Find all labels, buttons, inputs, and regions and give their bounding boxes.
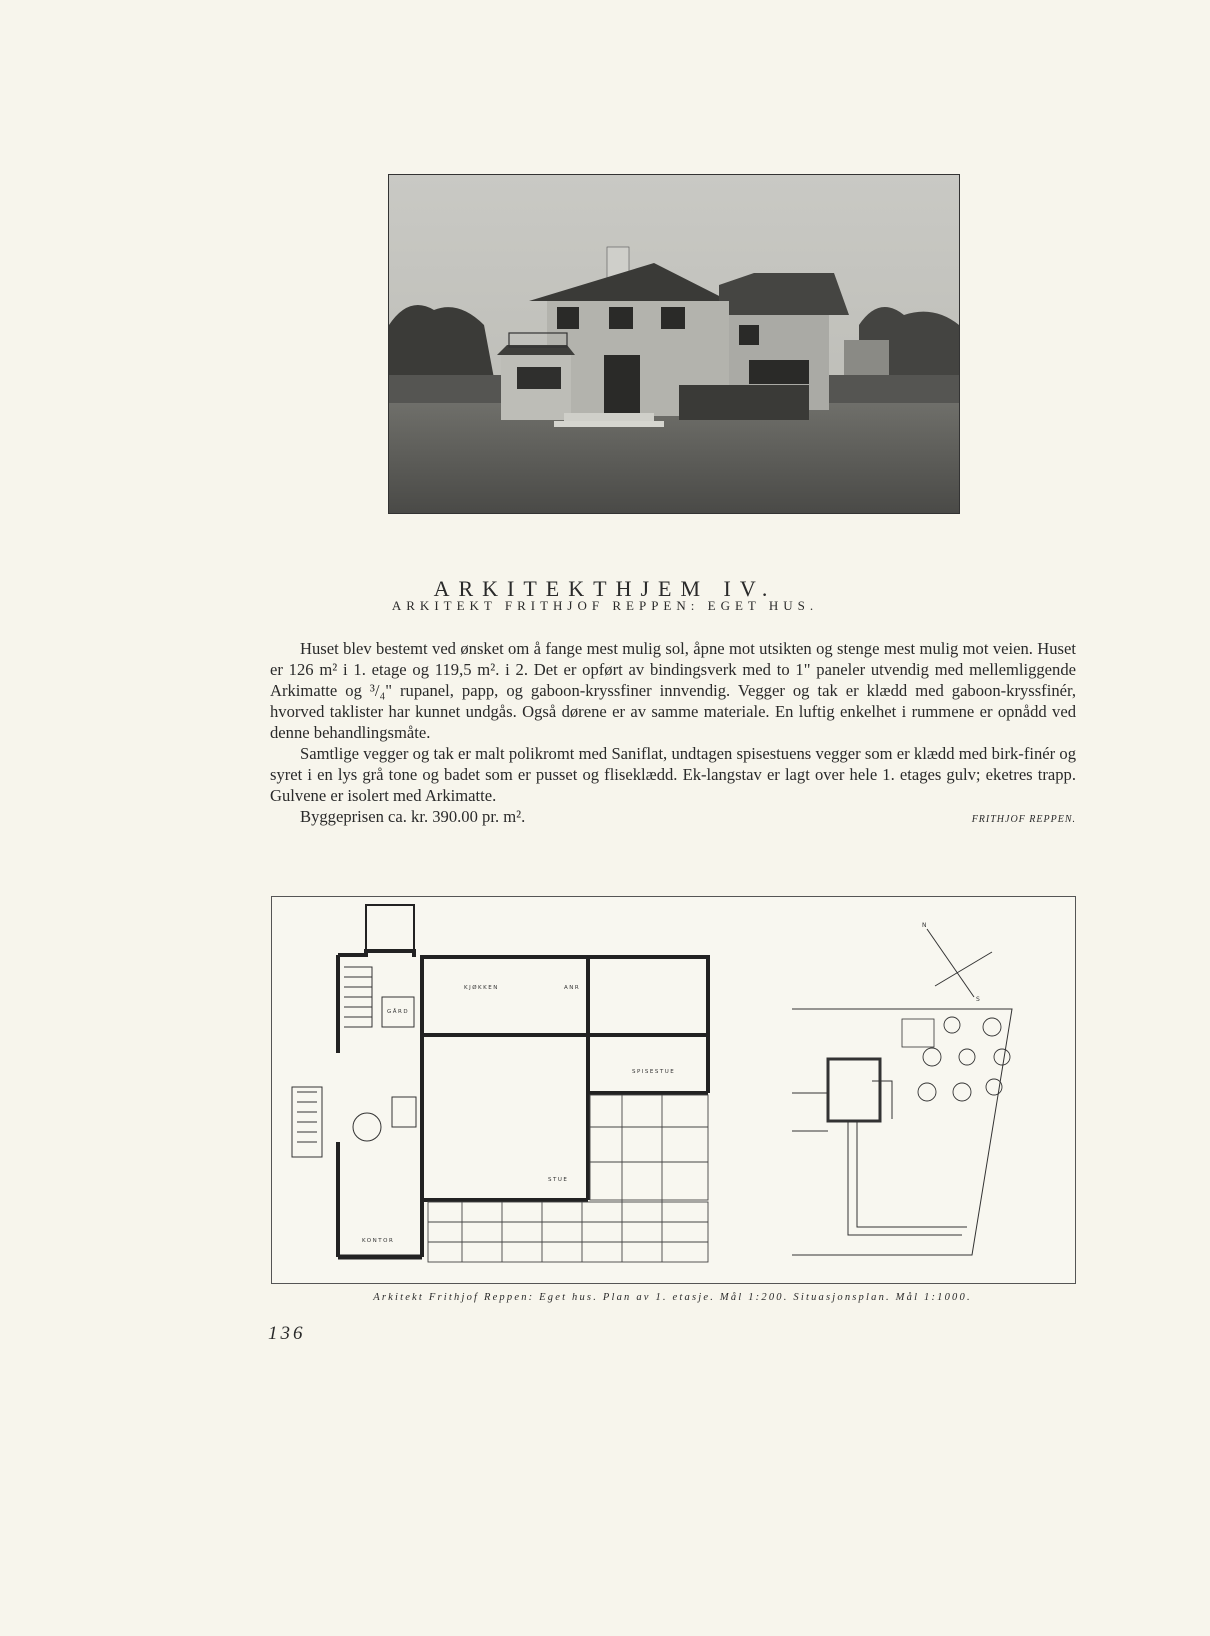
kitchen-label: KJØKKEN <box>464 985 499 991</box>
article-subtitle: ARKITEKT FRITHJOF REPPEN: EGET HUS. <box>391 598 819 613</box>
compass-n-icon: N <box>922 922 927 929</box>
dining-label: SPISESTUE <box>632 1069 676 1075</box>
trees <box>918 1017 1010 1101</box>
paragraph: Samtlige vegger og tak er malt polikromt med Saniflat, undtagen spisestuens vegger som er klædd med birk-finér og syret i en lys grå tone og badet som er pusset og fliseklædd. Ek-langstav er lagt over hele 1. etages gulv; eketres trapp. Gulvene er isolert med Arkimatte. <box>270 744 1076 805</box>
figure-caption: Arkitekt Frithjof Reppen: Eget hus. Plan av 1. etasje. Mål 1:200. Situasjonsplan. Mål 1:1000. <box>373 1292 972 1303</box>
house-photo-image <box>389 175 959 513</box>
site-plan <box>792 1009 1012 1255</box>
living-label: STUE <box>548 1177 569 1183</box>
floor-plan-figure <box>271 896 1076 1284</box>
price-line: Byggeprisen ca. kr. 390.00 pr. m². <box>300 807 526 826</box>
floor-plan <box>338 905 708 1257</box>
yard-label: GÅRD <box>387 1009 410 1015</box>
compass-rose <box>922 922 992 1003</box>
article-title: ARKITEKTHJEM IV. <box>433 576 777 601</box>
plan-drawing <box>272 897 1075 1283</box>
plan-details <box>292 967 416 1157</box>
signature: FRITHJOF REPPEN. <box>971 814 1076 825</box>
house-photograph <box>388 174 960 514</box>
article-body <box>270 638 1076 830</box>
page-number: 136 <box>268 1323 306 1344</box>
compass-s-icon: S <box>976 996 980 1003</box>
office-label: KONTOR <box>362 1238 395 1244</box>
paragraph: Huset blev bestemt ved ønsket om å fange mest mulig sol, åpne mot utsikten og stenge mest mulig mot veien. Huset er 126 m² i 1. etage og 119,5 m². i 2. Det er opført av bindingsverk med to 1" paneler utvendig med mellemliggende Arkimatte og ³/₄" rupanel, papp, og gaboon-kryssfiner innvendig. Vegger og tak er klædd med gaboon-kryssfinér, hvorved taklister har kunnet undgås. Også dørene er av samme materiale. En luftig enkelhet i rummene er opnådd ved denne behandlingsmåte. <box>270 639 1076 742</box>
price-row <box>270 806 1076 830</box>
pantry-label: ANR <box>564 985 581 991</box>
